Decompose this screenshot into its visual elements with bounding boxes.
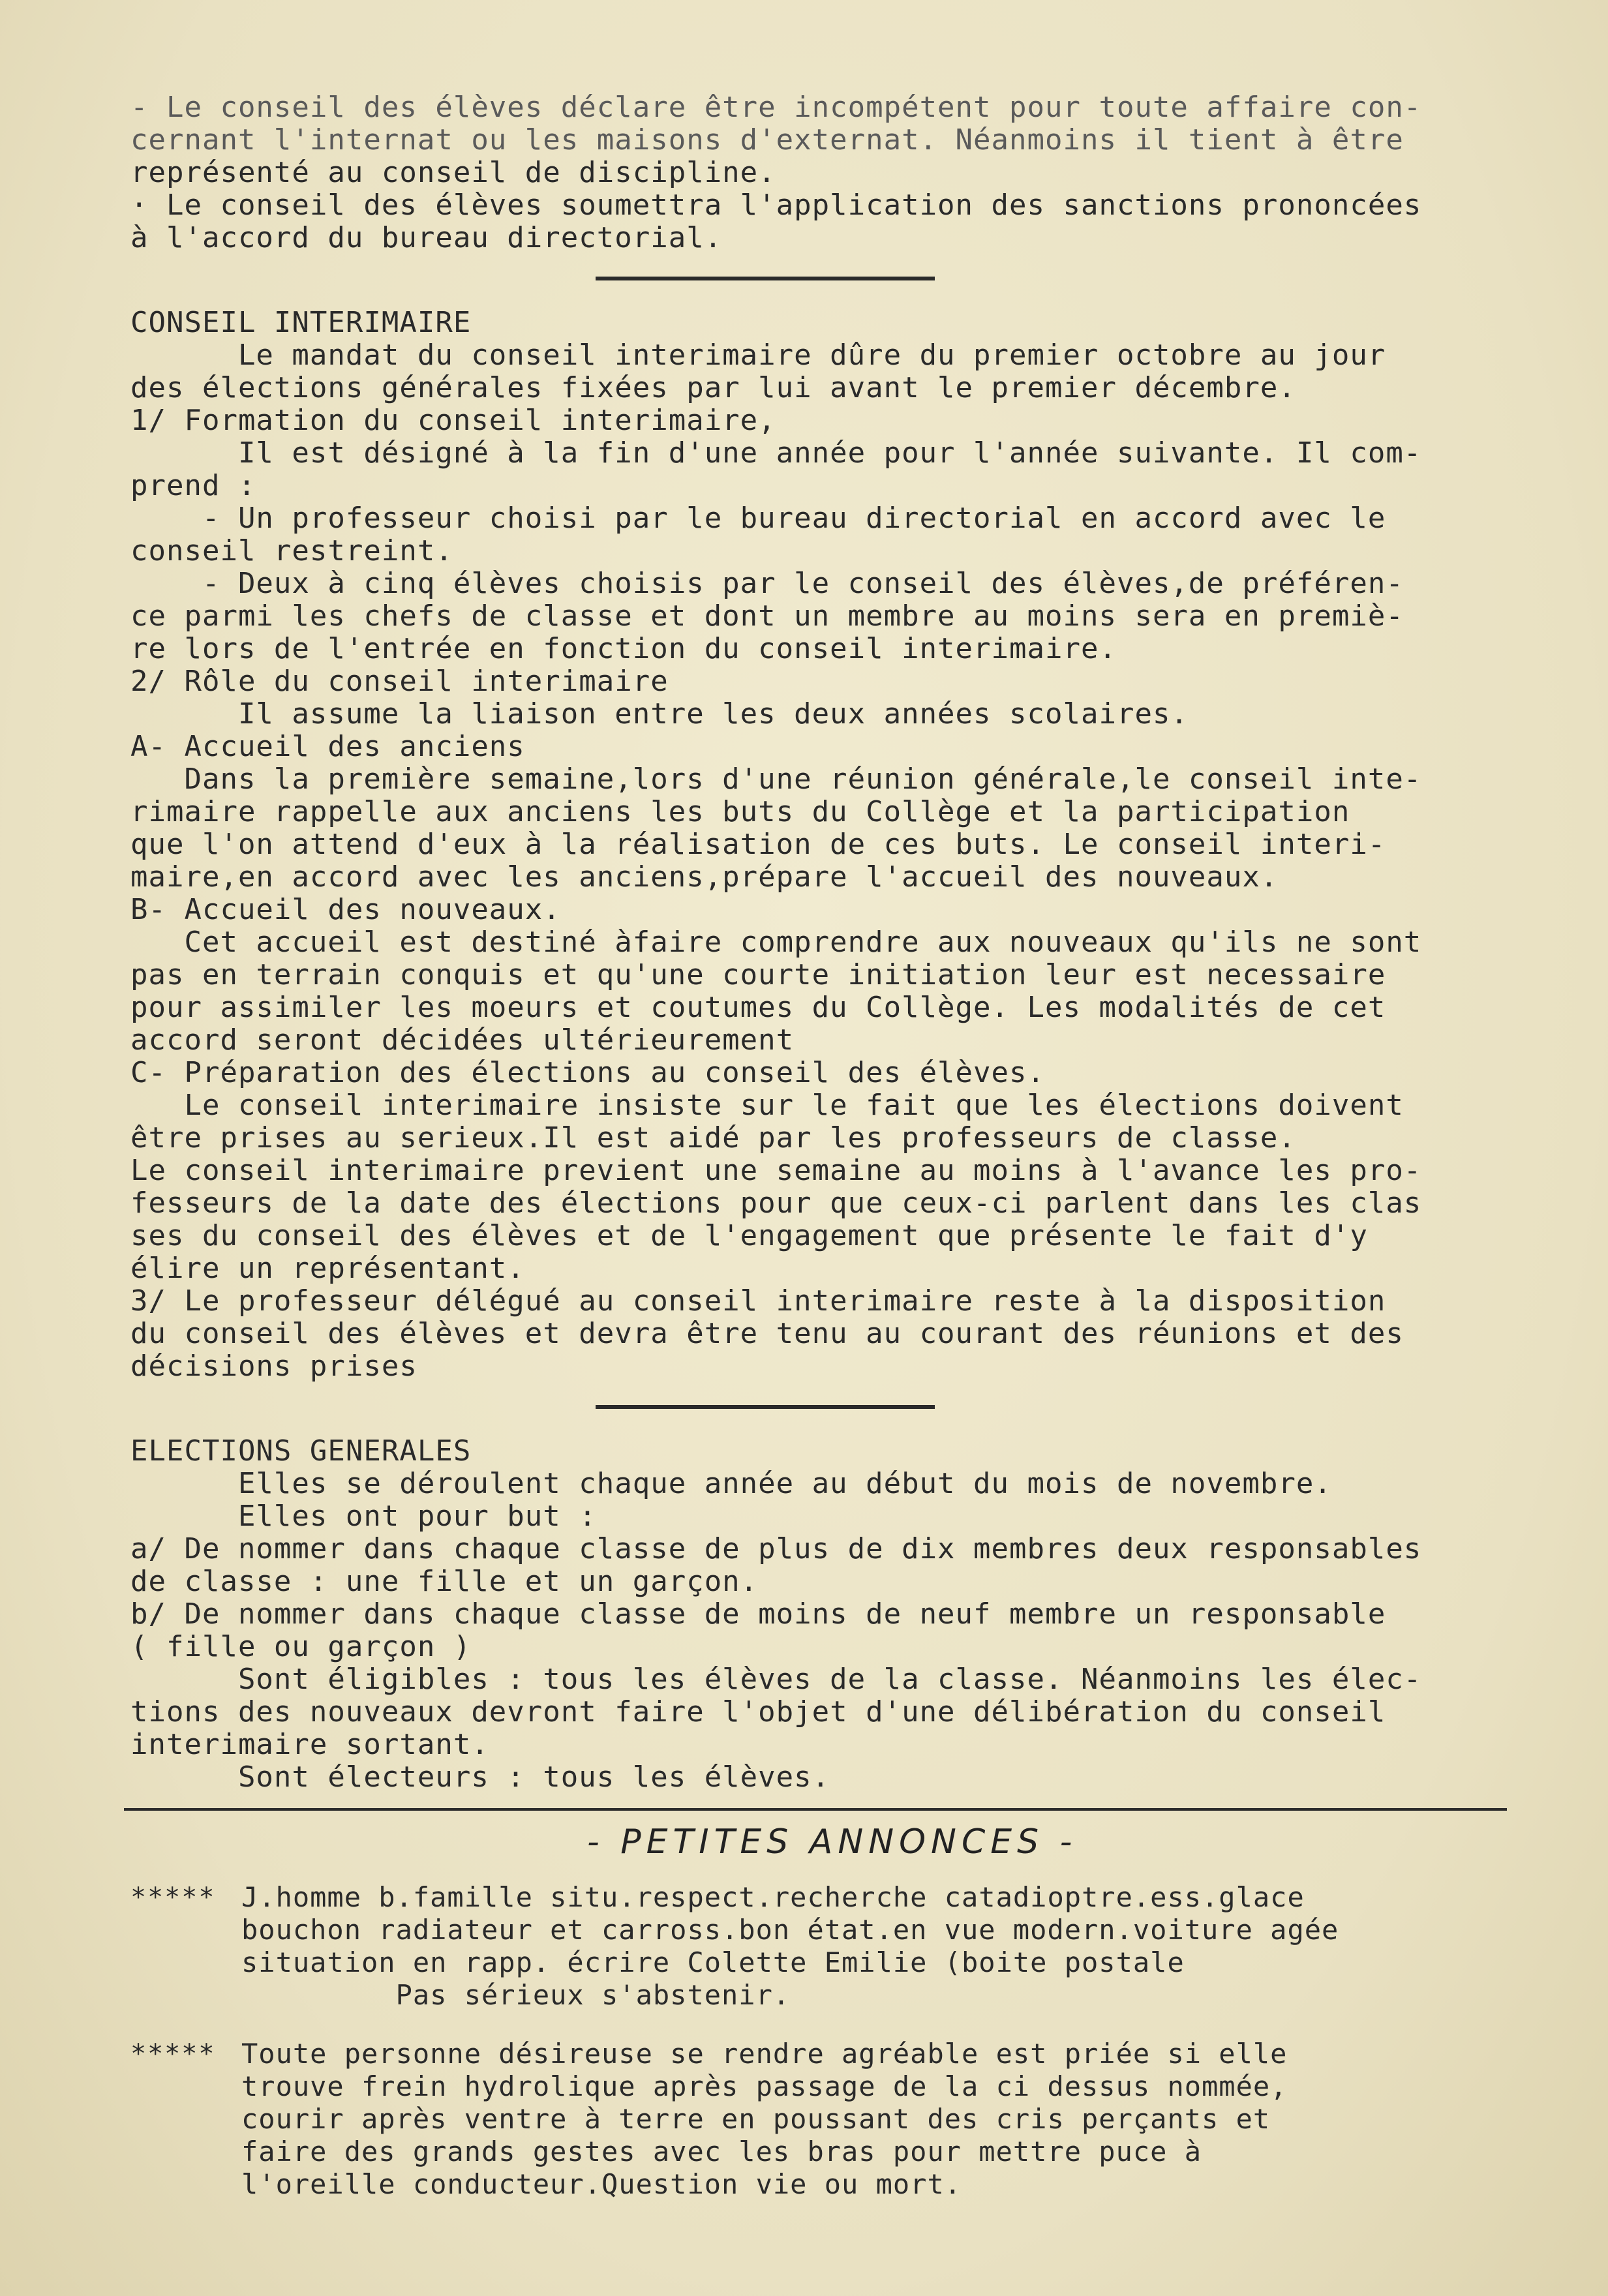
section-divider [596, 277, 935, 280]
classified-ad [130, 1881, 1530, 2012]
text-line: Il est désigné à la fin d'une année pour l'année suivante. Il com- [130, 436, 1422, 470]
text-line: - Le conseil des élèves déclare être incompétent pour toute affaire con- [130, 91, 1422, 124]
text-line: élire un représentant. [130, 1252, 525, 1285]
text-line: b/ De nommer dans chaque classe de moins de neuf membre un responsable [130, 1597, 1386, 1631]
text-line: tions des nouveaux devront faire l'objet d'une délibération du conseil [130, 1695, 1386, 1729]
text-line: A- Accueil des anciens [130, 730, 525, 763]
text-line: ( fille ou garçon ) [130, 1630, 472, 1663]
text-line: accord seront décidées ultérieurement [130, 1023, 795, 1057]
ad-line: l'oreille conducteur.Question vie ou mort. [241, 2168, 962, 2200]
text-line: de classe : une fille et un garçon. [130, 1565, 759, 1598]
text-line: 1/ Formation du conseil interimaire, [130, 404, 776, 437]
text-line: - Un professeur choisi par le bureau directorial en accord avec le [130, 502, 1386, 535]
text-line: B- Accueil des nouveaux. [130, 893, 561, 926]
text-line: Le conseil interimaire insiste sur le fait que les élections doivent [130, 1089, 1404, 1122]
text-line: 3/ Le professeur délégué au conseil interimaire reste à la disposition [130, 1284, 1386, 1318]
ad-stars: ***** [130, 1882, 216, 1912]
text-line: décisions prises [130, 1350, 417, 1383]
ad-line: situation en rapp. écrire Colette Emilie (boite postale [241, 1946, 1185, 1978]
text-line: · Le conseil des élèves soumettra l'application des sanctions prononcées [130, 189, 1422, 222]
ad-line: faire des grands gestes avec les bras pour mettre puce à [241, 2136, 1202, 2168]
petites-annonces-section [130, 1822, 1530, 2201]
text-line: Elles ont pour but : [130, 1500, 597, 1533]
text-line: pas en terrain conquis et qu'une courte initiation leur est necessaire [130, 958, 1386, 991]
text-line: maire,en accord avec les anciens,prépare l'accueil des nouveaux. [130, 860, 1279, 894]
text-line: que l'on attend d'eux à la réalisation de ces buts. Le conseil interi- [130, 828, 1386, 861]
intro-section [130, 91, 1530, 254]
text-line: conseil restreint. [130, 534, 453, 567]
classified-ad [130, 2038, 1530, 2201]
ad-line: Pas sérieux s'abstenir. [241, 1979, 791, 2011]
text-line: Sont éligibles : tous les élèves de la classe. Néanmoins les élec- [130, 1663, 1422, 1696]
ad-line: courir après ventre à terre en poussant des cris perçants et [241, 2103, 1271, 2135]
ad-line: trouve frein hydrolique après passage de la ci dessus nommée, [241, 2070, 1288, 2102]
elections-generales-section [130, 1435, 1530, 1794]
text-line: Sont électeurs : tous les élèves. [130, 1760, 830, 1794]
text-line: du conseil des élèves et devra être tenu au courant des réunions et des [130, 1317, 1404, 1350]
text-line: des élections générales fixées par lui avant le premier décembre. [130, 371, 1296, 404]
text-line: être prises au serieux.Il est aidé par les professeurs de classe. [130, 1121, 1296, 1155]
petites-annonces-title: - PETITES ANNONCES - [587, 1822, 1078, 1862]
conseil-interimaire-section [130, 307, 1530, 1383]
text-line: pour assimiler les moeurs et coutumes du Collège. Les modalités de cet [130, 991, 1386, 1024]
text-line: 2/ Rôle du conseil interimaire [130, 665, 669, 698]
text-line: ses du conseil des élèves et de l'engagement que présente le fait d'y [130, 1219, 1368, 1252]
text-line: a/ De nommer dans chaque classe de plus de dix membres deux responsables [130, 1532, 1422, 1565]
ad-line: Toute personne désireuse se rendre agréable est priée si elle [241, 2038, 1288, 2070]
text-line: à l'accord du bureau directorial. [130, 221, 723, 254]
ad-stars: ***** [130, 2039, 216, 2069]
text-line: Il assume la liaison entre les deux années scolaires. [130, 697, 1189, 731]
ad-line: bouchon radiateur et carross.bon état.en vue modern.voiture agée [241, 1914, 1339, 1946]
text-line: re lors de l'entrée en fonction du conseil interimaire. [130, 632, 1117, 665]
text-line: Le mandat du conseil interimaire dûre du premier octobre au jour [130, 339, 1386, 372]
text-line: rimaire rappelle aux anciens les buts du Collège et la participation [130, 795, 1350, 828]
text-line: Cet accueil est destiné àfaire comprendre aux nouveaux qu'ils ne sont [130, 926, 1422, 959]
text-line: interimaire sortant. [130, 1728, 489, 1761]
text-line: Dans la première semaine,lors d'une réunion générale,le conseil inte- [130, 763, 1422, 796]
text-line: représenté au conseil de discipline. [130, 156, 776, 189]
text-line: fesseurs de la date des élections pour que ceux-ci parlent dans les clas [130, 1186, 1422, 1220]
text-line: prend : [130, 469, 256, 502]
text-line: ce parmi les chefs de classe et dont un membre au moins sera en premiè- [130, 599, 1404, 633]
text-line: - Deux à cinq élèves choisis par le conseil des élèves,de préféren- [130, 567, 1404, 600]
text-line: cernant l'internat ou les maisons d'externat. Néanmoins il tient à être [130, 123, 1404, 157]
text-line: C- Préparation des élections au conseil des élèves. [130, 1056, 1046, 1089]
section-divider [596, 1405, 935, 1409]
section-heading: ELECTIONS GENERALES [130, 1434, 472, 1468]
page-divider [124, 1808, 1507, 1811]
text-line: Le conseil interimaire previent une semaine au moins à l'avance les pro- [130, 1154, 1422, 1187]
section-heading: CONSEIL INTERIMAIRE [130, 306, 472, 339]
text-line: Elles se déroulent chaque année au début du mois de novembre. [130, 1467, 1332, 1500]
ad-line: J.homme b.famille situ.respect.recherche catadioptre.ess.glace [241, 1881, 1305, 1913]
